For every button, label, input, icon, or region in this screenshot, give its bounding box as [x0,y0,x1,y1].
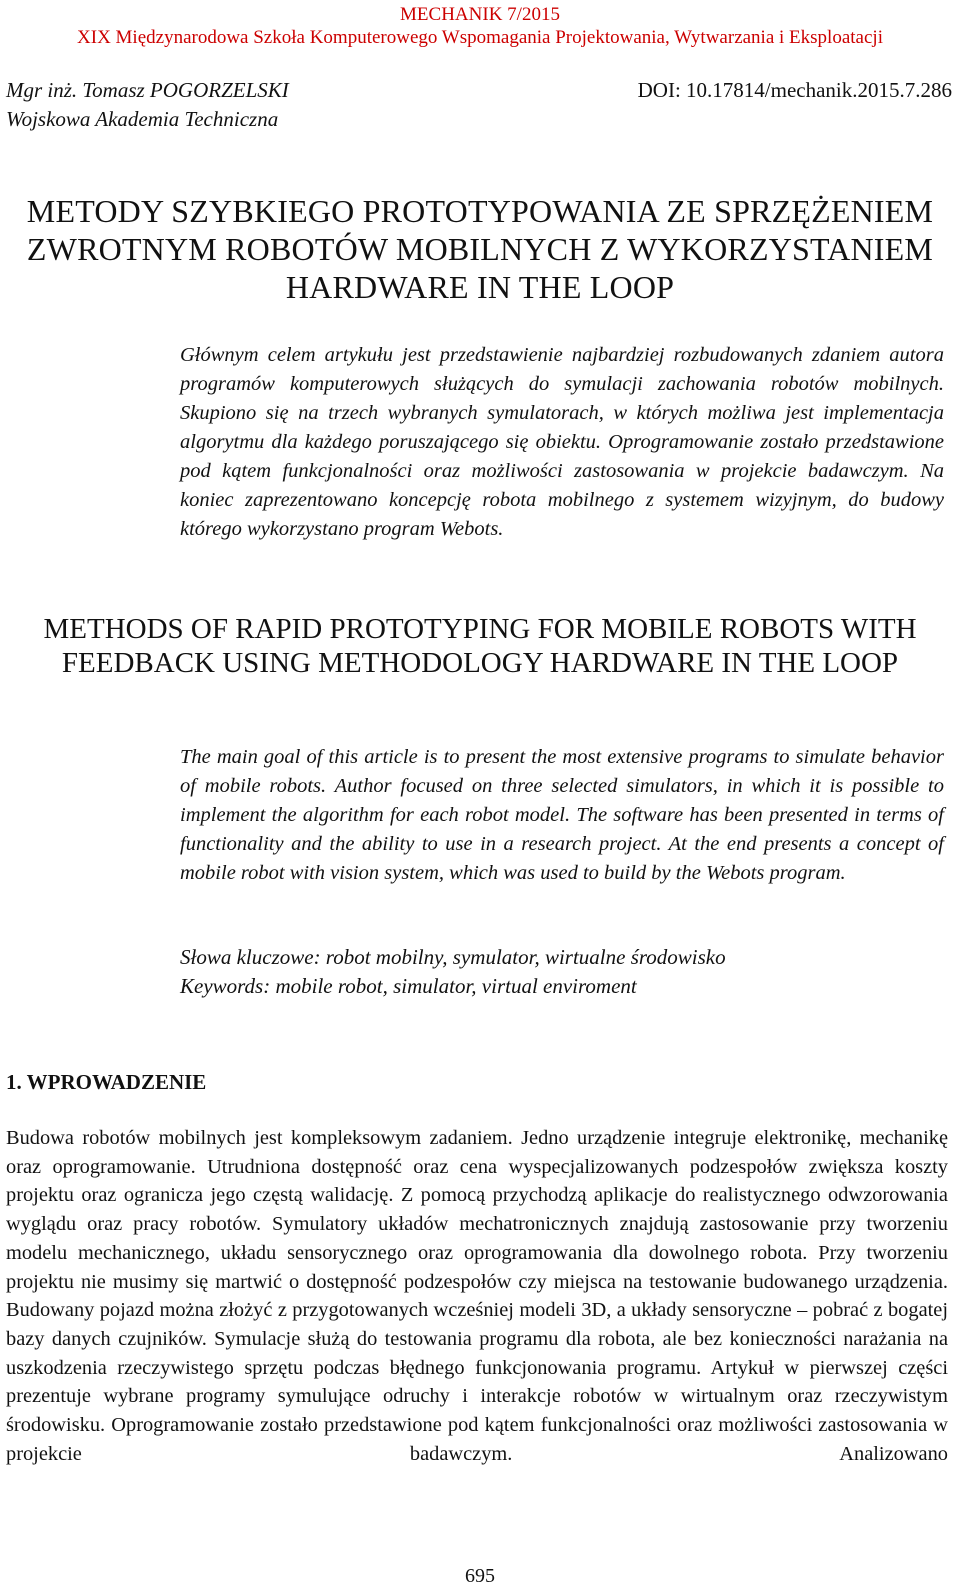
abstract-english: The main goal of this article is to present the most extensive programs to simulate behavior of mobile robots. Author focused on three selected simulators, in which it is possible to implement the algorithm for each robot model. The software has been presented in terms of functionality and the ability to use in a research project. At the end presents a concept of mobile robot with vision system, which was used to build by the Webots program. [180,746,944,884]
keywords-block [180,943,726,1001]
section-body: Budowa robotów mobilnych jest kompleksowym zadaniem. Jedno urządzenie integruje elektronikę, mechanikę oraz oprogramowanie. Utrudniona dostępność oraz cena wyspecjalizowanych podzespołów zwiększa koszty projektu oraz ogranicza jego częstą walidację. Z pomocą przychodzą aplikacje do realistycznego odwzorowania wyglądu oraz pracy robotów. Symulatory układów mechatronicznych znajdują zastosowanie przy tworzeniu modelu mechanicznego, układu sensorycznego oraz oprogramowania dla dowolnego robota. Przy tworzeniu projektu nie musimy się martwić o dostępność podzespołów czy miejsca na testowanie budowanego urządzenia. Budowany pojazd można złożyć z przygotowanych wcześniej modeli 3D, a układy sensoryczne – pobrać z bogatej bazy danych czujników. Symulacje służą do testowania programu dla robota, ale bez konieczności narażania na uszkodzenia rzeczywistego sprzętu podczas błędnego funkcjonowania programu. Artykuł w pierwszej części prezentuje wybrane programy symulujące odruchy i interakcje robotów w wirtualnym oraz rzeczywistym środowisku. Oprogramowanie zostało przedstawione pod kątem funkcjonalności oraz możliwości zastosowania w projekcie badawczym. Analizowano [6,1127,948,1465]
keywords-english: Keywords: mobile robot, simulator, virtual enviroment [180,974,637,998]
author-name: Mgr inż. Tomasz POGORZELSKI [6,78,289,102]
author-block [6,76,289,134]
abstract-polish: Głównym celem artykułu jest przedstawienie najbardziej rozbudowanych zdaniem autora programów komputerowych służących do symulacji zachowania robotów mobilnych. Skupiono się na trzech wybranych symulatorach, w których możliwa jest implementacja algorytmu dla każdego poruszającego się obiektu. Oprogramowanie zostało przedstawione pod kątem funkcjonalności oraz możliwości zastosowania w projekcie badawczym. Na koniec zaprezentowano koncepcję robota mobilnego z systemem wizyjnym, do budowy którego wykorzystano program Webots. [180,344,944,540]
journal-header [0,3,960,49]
title-english: METHODS OF RAPID PROTOTYPING FOR MOBILE ROBOTS WITH FEEDBACK USING METHODOLOGY HARDWARE IN THE LOOP [43,613,917,679]
keywords-polish: Słowa kluczowe: robot mobilny, symulator, wirtualne środowisko [180,945,726,969]
title-polish: METODY SZYBKIEGO PROTOTYPOWANIA ZE SPRZĘŻENIEM ZWROTNYM ROBOTÓW MOBILNYCH Z WYKORZYSTANIEM HARDWARE IN THE LOOP [26,193,934,305]
page-number: 695 [465,1565,495,1587]
section-heading: 1. WPROWADZENIE [6,1070,207,1094]
author-affiliation: Wojskowa Akademia Techniczna [6,107,279,131]
journal-issue: MECHANIK 7/2015 [400,4,560,25]
conference-name: XIX Międzynarodowa Szkoła Komputerowego Wspomagania Projektowania, Wytwarzania i Eksploatacji [77,27,883,48]
doi[interactable]: DOI: 10.17814/mechanik.2015.7.286 [637,78,952,102]
